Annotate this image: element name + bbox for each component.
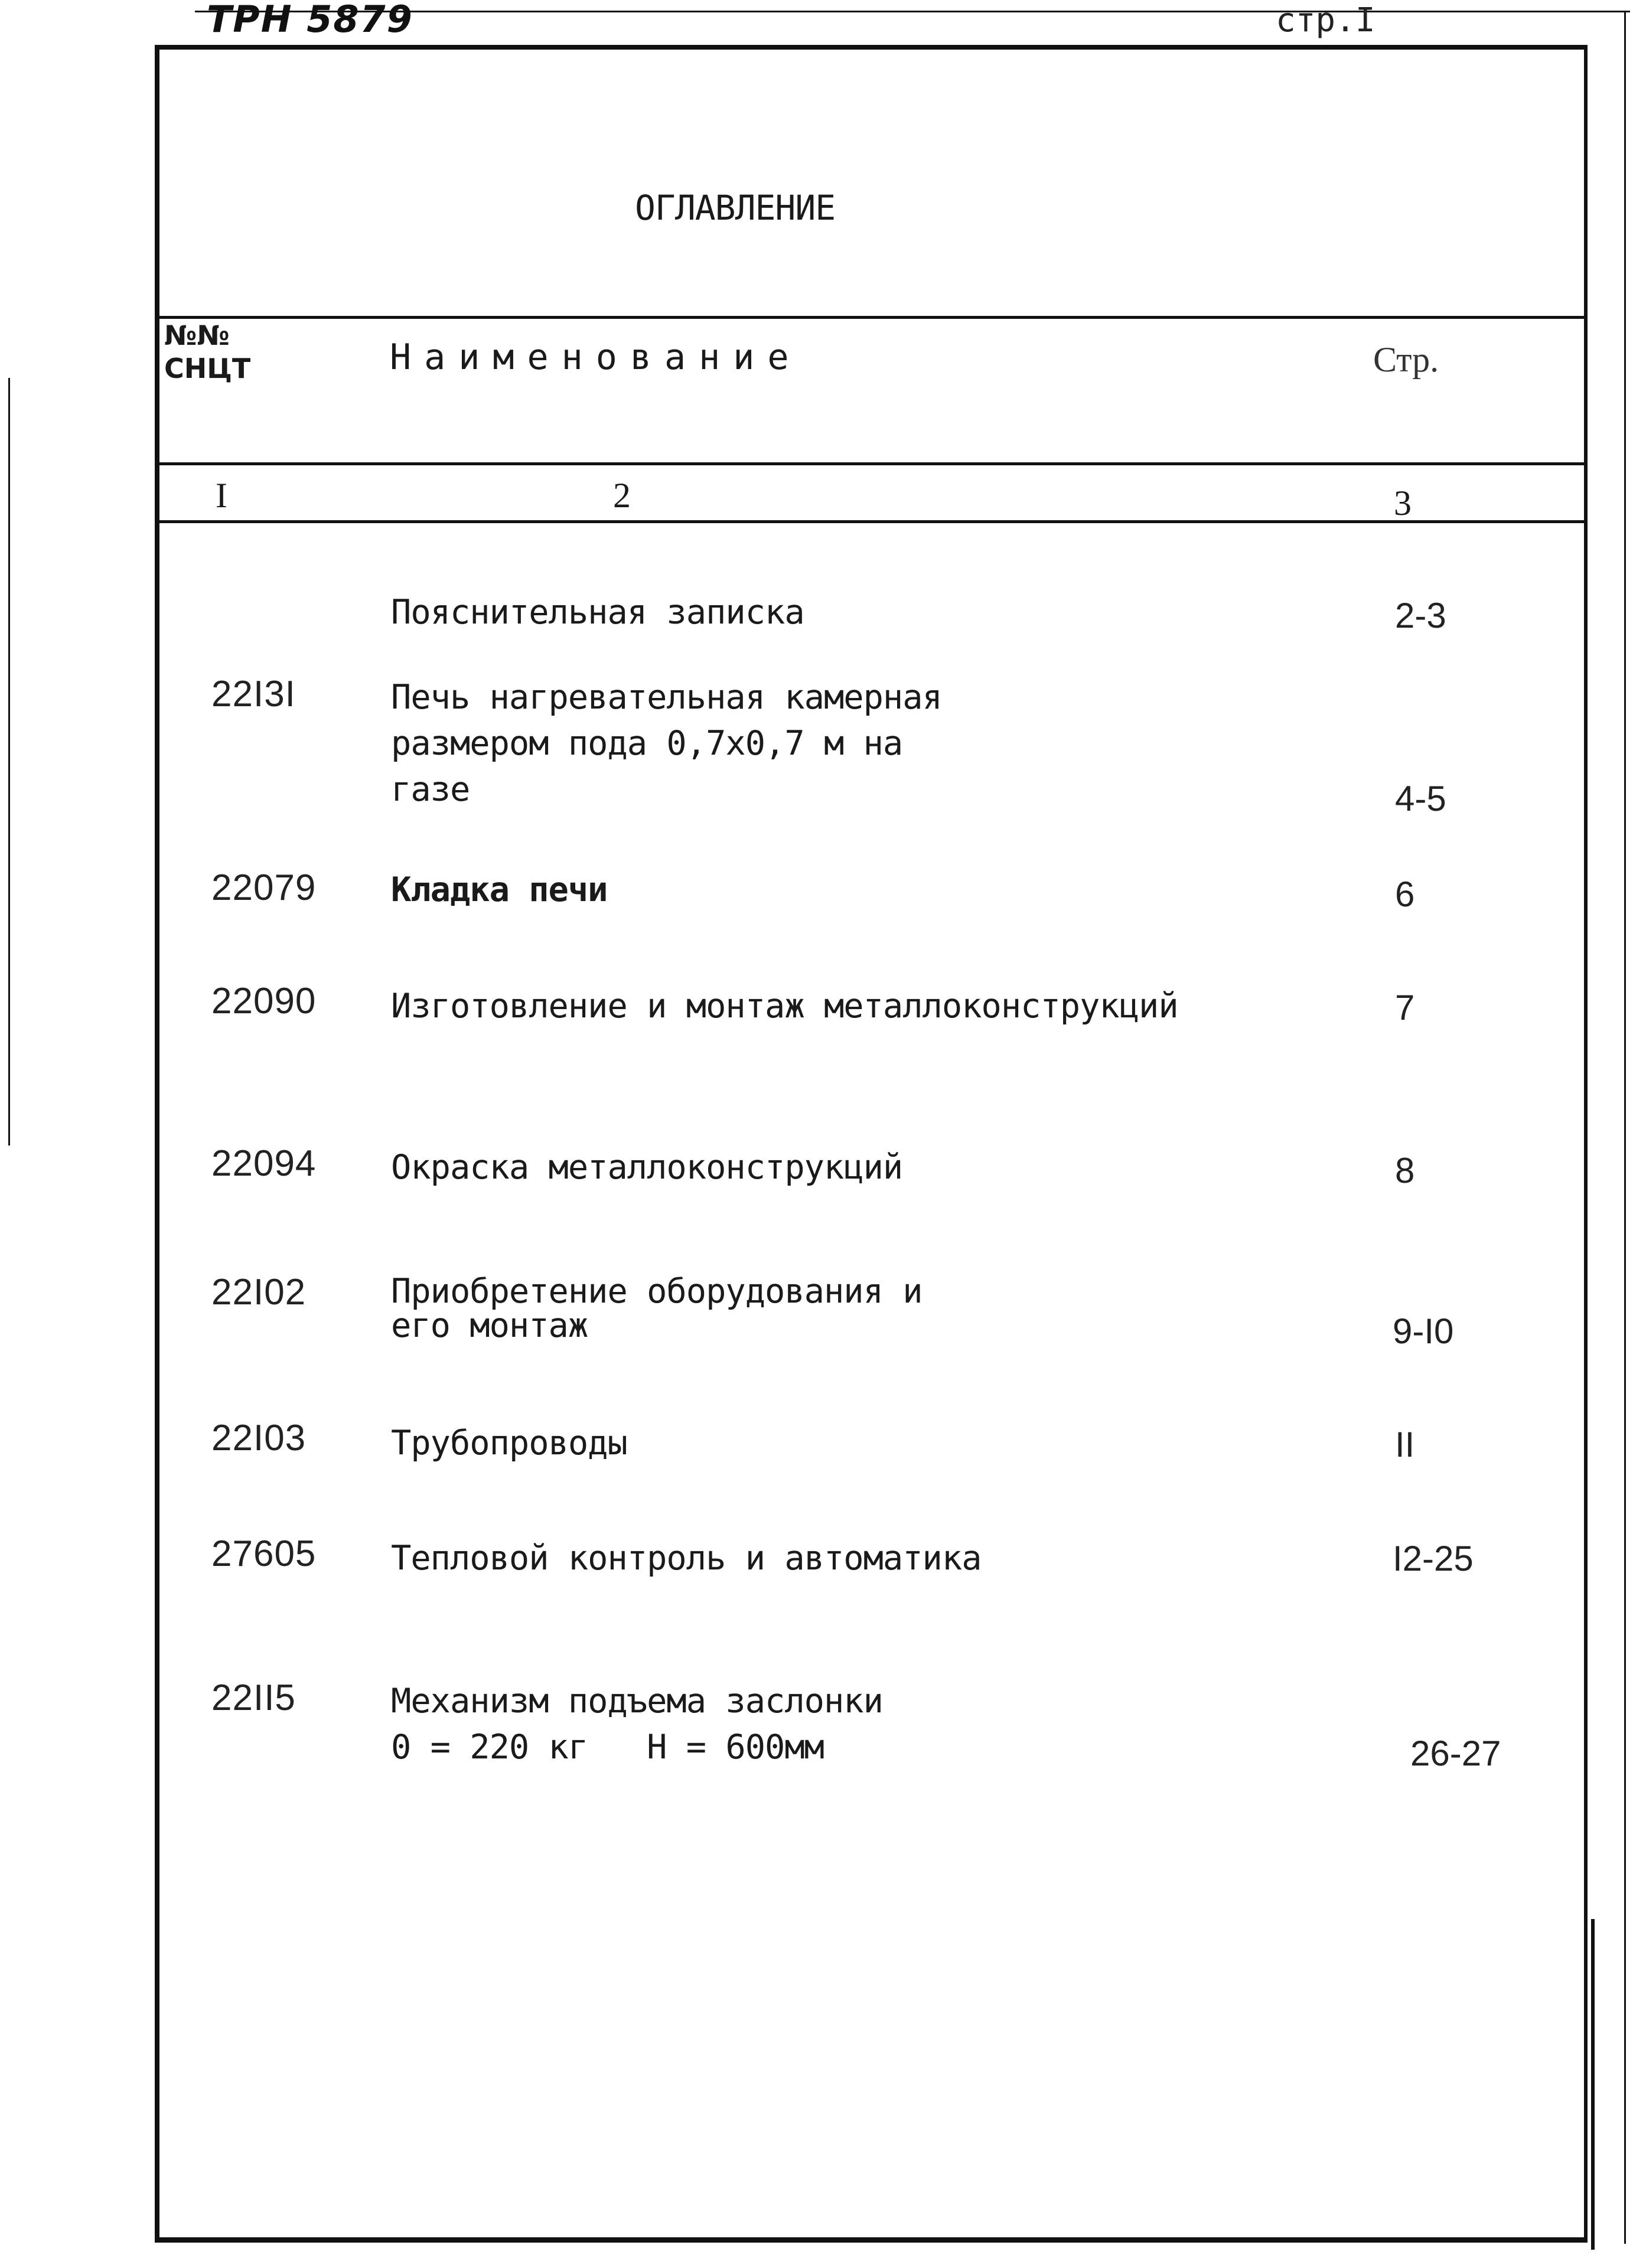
toc-entry-code: 22090 <box>211 981 317 1022</box>
toc-entry-code: 22094 <box>211 1143 317 1184</box>
toc-entry-name: Трубопроводы <box>391 1424 627 1463</box>
toc-entry-name: Приобретение оборудования и его монтаж <box>391 1272 923 1345</box>
toc-entry-code: 22I3I <box>211 674 296 714</box>
toc-entry-name: Изготовление и монтаж металлоконструкций <box>391 987 1178 1026</box>
column-header-pages: Стр. <box>1373 340 1439 379</box>
toc-entry-pages: 26-27 <box>1410 1734 1501 1773</box>
toc-entry-pages: I2-25 <box>1393 1539 1474 1578</box>
right-margin-mark <box>1591 1919 1595 2250</box>
toc-entry-pages: 2-3 <box>1395 596 1446 635</box>
column-header-name: Наименование <box>390 337 802 378</box>
toc-entry-name: Печь нагревательная камерная размером пода 0,7х0,7 м на газе <box>391 678 942 809</box>
right-edge-line <box>1624 12 1626 2244</box>
column-header-code-label: №№ СНЦТ <box>164 319 251 384</box>
toc-entry-code: 22079 <box>211 867 317 908</box>
toc-entry-pages: 6 <box>1395 874 1415 914</box>
column-number-3: 3 <box>1394 484 1412 523</box>
toc-entry-code: 22I02 <box>211 1272 307 1313</box>
column-header-code <box>164 319 253 385</box>
document-code: ТРН 5879 <box>207 0 413 41</box>
toc-entry-name: Окраска металлоконструкций <box>391 1148 903 1187</box>
toc-entry-code: 22I03 <box>211 1418 307 1458</box>
header-top-rule <box>155 316 1588 319</box>
toc-entry-name: Пояснительная записка <box>391 593 804 632</box>
header-bottom-rule <box>159 462 1588 465</box>
column-number-2: 2 <box>613 476 631 515</box>
toc-entry-pages: 8 <box>1395 1151 1415 1190</box>
toc-entry-pages: II <box>1395 1425 1415 1464</box>
toc-entry-pages: 7 <box>1395 988 1415 1027</box>
toc-entry-code: 22II5 <box>211 1678 296 1718</box>
toc-entry-name: Кладка печи <box>391 870 608 909</box>
toc-entry-name: Тепловой контроль и автоматика <box>391 1539 982 1578</box>
column-number-rule <box>159 520 1588 523</box>
page-label: стр.I <box>1276 1 1375 40</box>
page-title: ОГЛАВЛЕНИЕ <box>635 188 836 228</box>
toc-entry-name: Механизм подъема заслонки 0 = 220 кг Н = 600мм <box>391 1682 883 1767</box>
toc-entry-pages: 9-I0 <box>1393 1311 1454 1351</box>
toc-entry-pages: 4-5 <box>1395 779 1446 818</box>
left-margin-mark <box>8 378 10 1146</box>
toc-entry-code: 27605 <box>211 1533 317 1574</box>
column-number-1: I <box>216 476 227 515</box>
